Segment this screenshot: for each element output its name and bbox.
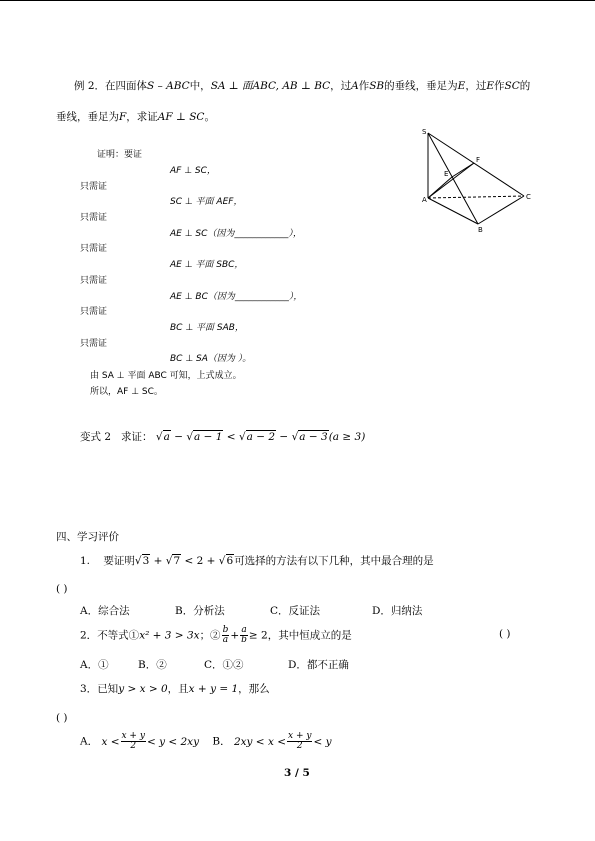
q1-option-c: C．反证法	[270, 605, 321, 617]
proof-label-2: 只需证	[80, 213, 108, 223]
text: 可选择的方法有以下几种，其中最合理的是	[234, 555, 434, 567]
q2-line: 2．不等式①x² + 3 > 3x；② $\frac{b}{a}$ + $\frac{a}{b}$ ≥ 2，其中恒成立的是	[80, 625, 352, 645]
label-E: E	[444, 170, 449, 178]
q2-option-c: C．①②	[204, 659, 244, 671]
q2-answer-paren: ( )	[499, 628, 511, 640]
text: 已知	[97, 683, 119, 695]
proof-stmt-0: AF ⊥ SC，	[170, 166, 216, 176]
variant2-line: 变式 2 求证： √a − √a − 1 < √a − 2 − √a − 3(a ≥ 3)	[80, 431, 366, 443]
proof-label-0: 只需证	[80, 339, 108, 349]
tetrahedron-figure	[414, 124, 544, 234]
math-point: E	[457, 80, 466, 92]
q3-option-b-label: B．	[212, 735, 231, 748]
sqrt-a-minus-2: √a − 2	[238, 431, 276, 443]
math-point: F	[119, 111, 127, 123]
q3-options-line	[80, 732, 332, 751]
q2-number: 2．	[80, 629, 98, 642]
radicand: a	[163, 431, 170, 443]
text: 作	[358, 80, 370, 92]
text: ，那么	[238, 683, 270, 695]
q2-option-d: D．都不正确	[288, 659, 349, 671]
text: < 2 +	[181, 555, 219, 567]
radicand: a − 2	[246, 431, 276, 443]
proof-label-4: 只需证	[80, 276, 108, 286]
fraction-b-over-a: $\frac{b}{a}$	[222, 625, 229, 645]
proof-label-5: 只需证	[80, 307, 108, 317]
text: 作	[494, 80, 505, 92]
segment-EF	[452, 163, 474, 177]
radicand: 6	[226, 555, 234, 567]
text: 中，	[189, 80, 211, 92]
variant-label: 变式 2	[80, 431, 112, 443]
proof-stmt-4: AE ⊥ BC（因为____________），	[170, 292, 303, 302]
sqrt-6: √6	[218, 555, 234, 567]
page-number: 3 / 5	[284, 767, 310, 779]
top-border	[0, 0, 595, 1]
text: ，过	[330, 80, 352, 92]
q1-line: 1. 要证明√3 + √7 < 2 + √6可选择的方法有以下几种，其中最合理的是	[80, 555, 434, 567]
radicand: a − 3	[299, 431, 328, 443]
text: ，且	[167, 683, 189, 695]
sqrt-3: √3	[134, 555, 150, 567]
sqrt-7: √7	[165, 555, 181, 567]
q3-answer-paren: ( )	[56, 712, 68, 724]
fraction-a-over-b: $\frac{a}{b}$	[241, 625, 247, 645]
label-B: B	[478, 226, 483, 234]
example2-line1	[74, 80, 530, 93]
variant-condition: (a ≥ 3)	[328, 431, 366, 443]
condition-1: y > x > 0	[118, 683, 168, 695]
sqrt-a-minus-3: √a − 3	[291, 431, 328, 443]
q3-option-a: x < $\frac{x + y}{2}$ < y < 2xy	[101, 731, 200, 751]
q3-line	[80, 683, 270, 696]
radicand: 3	[142, 555, 150, 567]
text: 不等式①	[97, 629, 140, 642]
label-A: A	[422, 196, 427, 204]
example-label: 例 2．	[74, 80, 106, 92]
proof-stmt-2: AE ⊥ SC（因为____________），	[170, 229, 302, 239]
math-segment: SC	[504, 80, 520, 92]
segment-AE	[428, 177, 452, 198]
edge-AC	[428, 196, 524, 198]
q2-option-a: A．①	[80, 659, 109, 671]
label-S: S	[422, 128, 427, 136]
math-point: A	[351, 80, 359, 92]
q1-number: 1.	[80, 555, 91, 567]
edge-BC	[478, 196, 524, 224]
text: 的	[519, 80, 531, 92]
segment-AF	[428, 163, 474, 198]
fraction-x-plus-y-over-2: $\frac{x + y}{2}$	[121, 731, 145, 751]
math-goal: AF ⊥ SC	[157, 111, 205, 123]
text: ；②	[199, 629, 221, 642]
example2-line2	[56, 111, 215, 124]
fraction-x-plus-y-over-2: $\frac{x + y}{2}$	[288, 731, 312, 751]
text: ，求证	[126, 111, 158, 123]
text: 。	[204, 111, 215, 123]
q1-answer-paren: ( )	[56, 583, 68, 595]
radicand: a − 1	[194, 431, 223, 443]
q3-option-b: 2xy < x < $\frac{x + y}{2}$ < y	[233, 731, 332, 751]
math-tetrahedron: S – ABC	[147, 80, 190, 92]
proof-label-3: 只需证	[80, 244, 108, 254]
q1-option-a: A．综合法	[80, 605, 130, 617]
proof-head: 证明：要证	[97, 150, 143, 160]
label-F: F	[476, 156, 481, 164]
radicand: 7	[173, 555, 181, 567]
variant-prompt: 求证：	[121, 431, 153, 443]
q3-number: 3．	[80, 683, 98, 695]
section4-title: 四、学习评价	[56, 531, 119, 543]
sqrt-a-minus-1: √a − 1	[186, 431, 223, 443]
text: ，过	[465, 80, 487, 92]
proof-label-1: 只需证	[80, 182, 108, 192]
text: 在四面体	[105, 80, 148, 92]
proof-conclusion-2: 所以，AF ⊥ SC。	[90, 387, 163, 397]
proof-stmt-1: SC ⊥ 平面 AEF，	[170, 197, 243, 207]
math-segment: SB	[369, 80, 385, 92]
label-C: C	[526, 193, 531, 201]
proof-stmt-5: BC ⊥ 平面 SAB，	[170, 323, 244, 333]
text: ≥ 2，其中恒成立的是	[248, 629, 352, 642]
condition-2: x + y = 1	[188, 683, 239, 695]
sqrt-a: √a	[155, 431, 170, 443]
q1-option-b: B．分析法	[175, 605, 225, 617]
math-condition: SA ⊥ 面ABC, AB ⊥ BC	[210, 80, 331, 92]
q1-option-d: D．归纳法	[372, 605, 423, 617]
proof-stmt-3: AE ⊥ 平面 SBC，	[170, 260, 244, 270]
math-point: E	[486, 80, 494, 92]
text: 要证明	[103, 555, 135, 567]
text: 的垂线，垂足为	[384, 80, 458, 92]
q3-option-a-label: A．	[80, 735, 99, 748]
proof-last-stmt: BC ⊥ SA（因为 ）。	[170, 354, 252, 364]
proof-conclusion-1: 由 SA ⊥ 平面 ABC 可知，上式成立。	[90, 371, 242, 381]
inequality-1: x² + 3 > 3x	[139, 629, 200, 642]
q2-option-b: B．②	[138, 659, 167, 671]
text: 垂线，垂足为	[56, 111, 119, 123]
